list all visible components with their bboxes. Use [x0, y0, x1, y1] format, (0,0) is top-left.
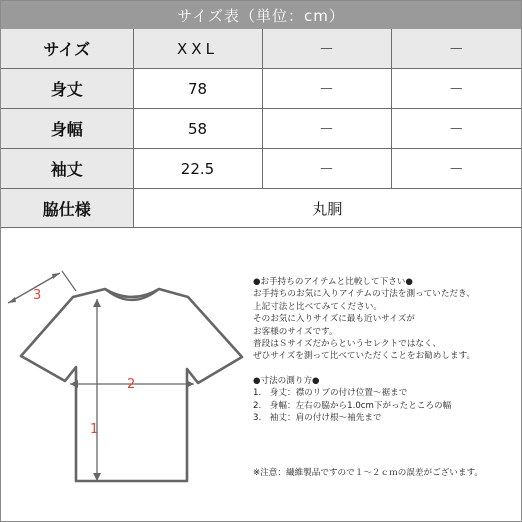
row-label: 袖丈 — [1, 149, 133, 189]
table-cell: － — [262, 69, 391, 109]
table-cell: 丸胴 — [133, 189, 521, 228]
note-line: 3. 袖丈：肩の付け根～袖先まで — [253, 413, 382, 424]
method-notes — [253, 375, 515, 425]
table-cell: － — [391, 109, 521, 149]
table-row — [1, 149, 521, 189]
dimension-label: 2 — [127, 377, 136, 392]
table-cell: 58 — [133, 109, 262, 149]
note-line: 上記寸法と比べてみてください。 — [253, 301, 382, 312]
table-cell: － — [391, 69, 521, 109]
intro-notes — [253, 276, 515, 363]
table-cell: XXL — [133, 29, 262, 69]
table-cell: － — [262, 109, 391, 149]
caution-note: ※注意：繊維製品ですので１～２ｃｍの誤差がございます。 — [253, 468, 483, 478]
table-cell: － — [391, 29, 521, 69]
table-row — [1, 109, 521, 149]
table-cell: － — [262, 29, 391, 69]
table-cell: 22.5 — [133, 149, 262, 189]
note-line: ●お手持ちのアイテムと比較して下さい● — [253, 277, 413, 287]
note-line: 2. 身幅：左右の脇から1.0cm下がったところの幅 — [253, 400, 452, 411]
note-line: ぜひサイズを測って比べていただくことをお勧めします。 — [253, 351, 476, 362]
table-cell: － — [262, 149, 391, 189]
dimension-label: 1 — [90, 422, 99, 437]
size-chart-title: サイズ表（単位：cm） — [1, 1, 521, 29]
note-line: お手持ちのお気に入りアイテムの寸法を測っていただき、 — [253, 289, 475, 300]
size-table — [1, 29, 521, 228]
table-row — [1, 29, 521, 69]
row-label: サイズ — [1, 29, 133, 69]
note-line: 普段はＳサイズだからというセレクトではなく、 — [253, 339, 442, 350]
note-line: ●寸法の測り方● — [253, 375, 320, 386]
table-cell: － — [391, 149, 521, 189]
row-label: 身幅 — [1, 109, 133, 149]
row-label: 身丈 — [1, 69, 133, 109]
note-line: お客様のサイズです。 — [253, 326, 338, 337]
note-line: そのお気に入りサイズに最も近いサイズが — [253, 314, 415, 325]
table-row — [1, 69, 521, 109]
dimension-label: 3 — [33, 288, 42, 303]
note-line: 1. 身丈：襟のリブの付け位置～裾まで — [253, 388, 408, 399]
row-label: 脇仕様 — [1, 189, 133, 228]
table-cell: 78 — [133, 69, 262, 109]
measurement-notes — [253, 276, 515, 436]
table-row — [1, 189, 521, 228]
